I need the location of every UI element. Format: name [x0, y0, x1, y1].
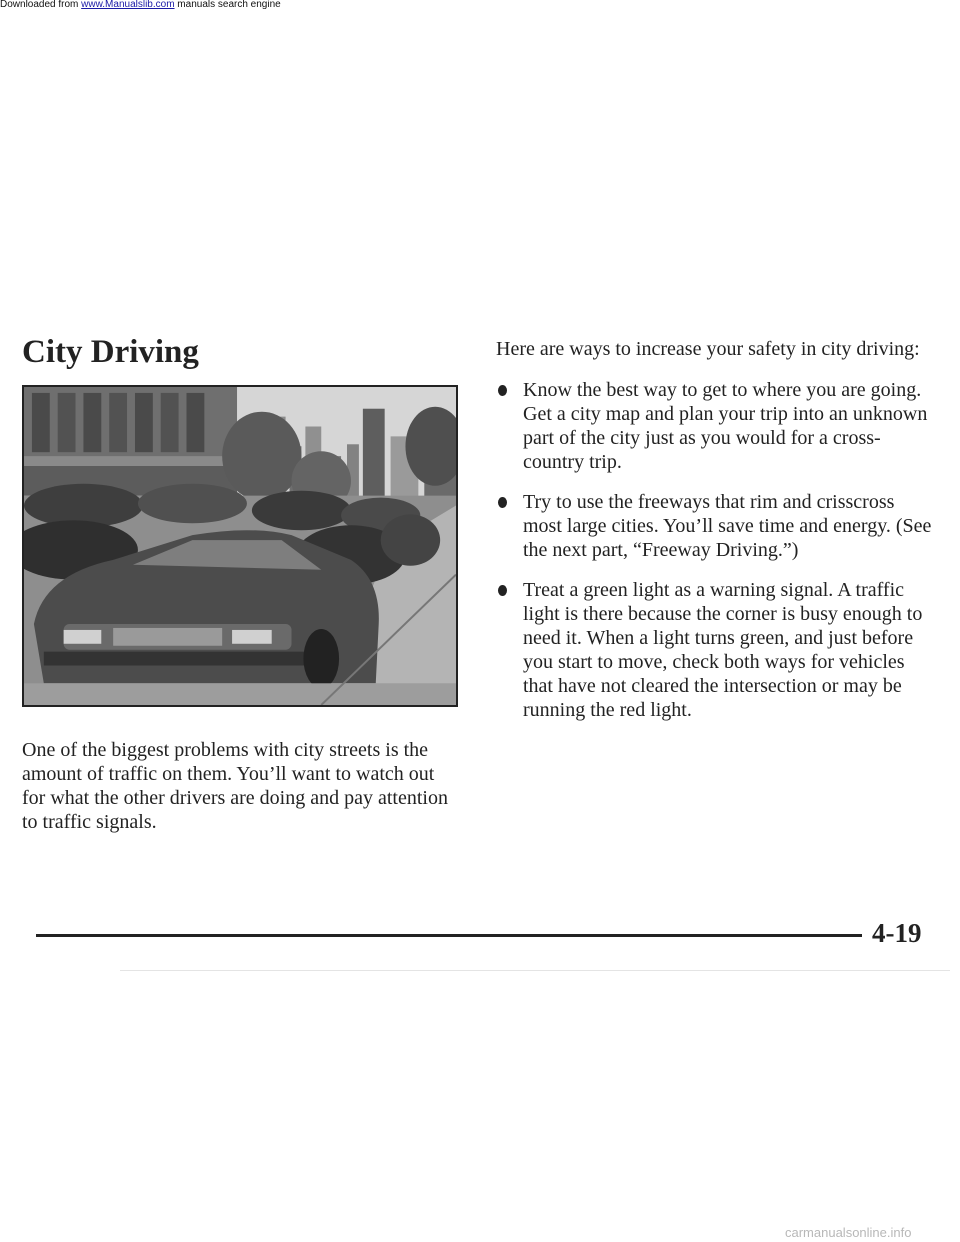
list-item — [496, 578, 936, 722]
bullet-dot-icon — [498, 585, 507, 596]
page-title: City Driving — [22, 334, 199, 370]
bullet-dot-icon — [498, 385, 507, 396]
list-item-text: Know the best way to get to where you are going. Get a city map and plan your trip into an unknown part of the city just as you would for a cross-country trip. — [523, 379, 928, 473]
safety-intro: Here are ways to increase your safety in city driving: — [496, 338, 920, 360]
download-suffix: manuals search engine — [174, 0, 281, 10]
city-traffic-paragraph: One of the biggest problems with city streets is the amount of traffic on them. You’ll want to watch out for what the other drivers are doing and pay attention to traffic signals. — [22, 739, 448, 833]
list-item-text: Try to use the freeways that rim and crisscross most large cities. You’ll save time and energy. (See the next part, “Freeway Driving.”) — [523, 491, 932, 561]
manualslib-link[interactable]: www.Manualslib.com — [81, 0, 175, 10]
faint-divider — [120, 970, 950, 971]
city-traffic-illustration — [22, 385, 458, 707]
list-item-text: Treat a green light as a warning signal. A traffic light is there because the corner is busy enough to need it. When a light turns green, and just before you start to move, check both ways for vehicles that have not cleared the intersection or may be running the red light. — [523, 579, 923, 721]
page-number: 4-19 — [872, 918, 922, 948]
list-item — [496, 378, 936, 474]
footer-watermark: carmanualsonline.info — [785, 1225, 912, 1240]
footer-rule — [36, 934, 862, 937]
download-prefix: Downloaded from — [0, 0, 82, 10]
bullet-dot-icon — [498, 497, 507, 508]
download-header — [0, 0, 960, 10]
safety-tips-list — [496, 378, 936, 738]
traffic-scene-image — [24, 387, 456, 705]
list-item — [496, 490, 936, 562]
